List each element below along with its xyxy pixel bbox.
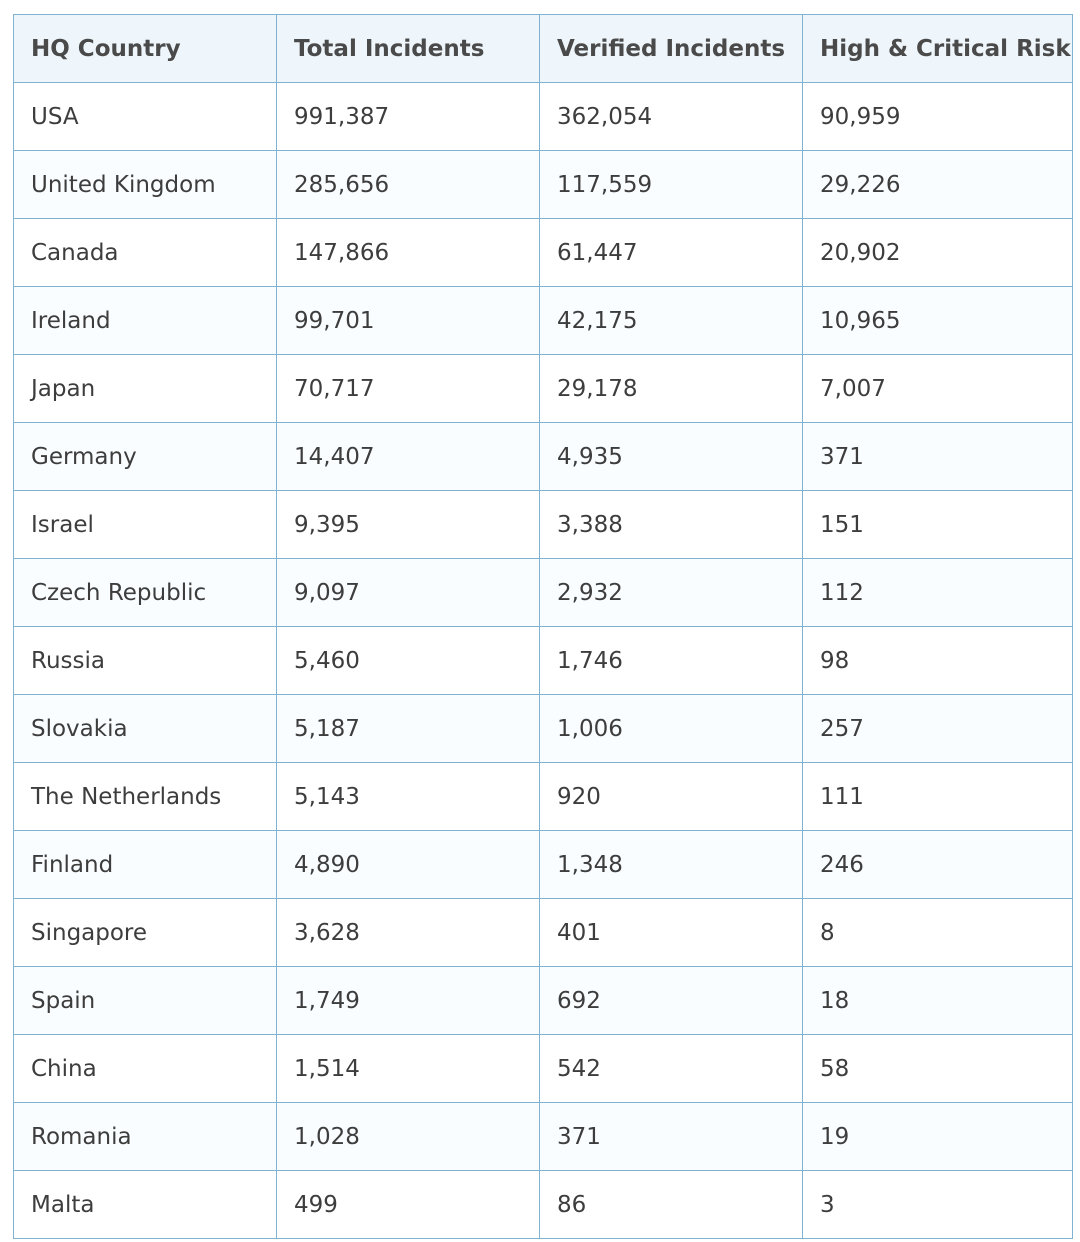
column-header-high-critical-risk: High & Critical Risk: [803, 15, 1073, 83]
cell-verified-incidents: 542: [540, 1035, 803, 1103]
cell-hq-country: Czech Republic: [14, 559, 277, 627]
cell-verified-incidents: 1,348: [540, 831, 803, 899]
cell-high-critical-risk: 98: [803, 627, 1073, 695]
cell-total-incidents: 4,890: [277, 831, 540, 899]
cell-hq-country: Romania: [14, 1103, 277, 1171]
table-row: [14, 83, 1073, 151]
cell-verified-incidents: 42,175: [540, 287, 803, 355]
cell-total-incidents: 1,028: [277, 1103, 540, 1171]
cell-hq-country: Malta: [14, 1171, 277, 1239]
table-header-row: [14, 15, 1073, 83]
cell-hq-country: China: [14, 1035, 277, 1103]
cell-total-incidents: 9,097: [277, 559, 540, 627]
table-row: [14, 899, 1073, 967]
cell-hq-country: Israel: [14, 491, 277, 559]
cell-high-critical-risk: 20,902: [803, 219, 1073, 287]
incidents-by-country-table: [13, 14, 1073, 1239]
column-header-verified-incidents: Verified Incidents: [540, 15, 803, 83]
cell-verified-incidents: 2,932: [540, 559, 803, 627]
cell-high-critical-risk: 246: [803, 831, 1073, 899]
cell-hq-country: USA: [14, 83, 277, 151]
cell-verified-incidents: 692: [540, 967, 803, 1035]
column-header-total-incidents: Total Incidents: [277, 15, 540, 83]
cell-total-incidents: 5,187: [277, 695, 540, 763]
cell-hq-country: Singapore: [14, 899, 277, 967]
cell-verified-incidents: 117,559: [540, 151, 803, 219]
table-row: [14, 1035, 1073, 1103]
cell-high-critical-risk: 19: [803, 1103, 1073, 1171]
table-row: [14, 355, 1073, 423]
cell-verified-incidents: 61,447: [540, 219, 803, 287]
cell-total-incidents: 1,514: [277, 1035, 540, 1103]
cell-high-critical-risk: 257: [803, 695, 1073, 763]
table-row: [14, 219, 1073, 287]
cell-hq-country: Germany: [14, 423, 277, 491]
cell-total-incidents: 70,717: [277, 355, 540, 423]
cell-total-incidents: 99,701: [277, 287, 540, 355]
cell-high-critical-risk: 58: [803, 1035, 1073, 1103]
cell-hq-country: Finland: [14, 831, 277, 899]
cell-total-incidents: 499: [277, 1171, 540, 1239]
cell-total-incidents: 285,656: [277, 151, 540, 219]
cell-verified-incidents: 362,054: [540, 83, 803, 151]
cell-verified-incidents: 1,006: [540, 695, 803, 763]
cell-high-critical-risk: 29,226: [803, 151, 1073, 219]
cell-high-critical-risk: 151: [803, 491, 1073, 559]
table-body: [14, 83, 1073, 1239]
cell-hq-country: The Netherlands: [14, 763, 277, 831]
cell-high-critical-risk: 371: [803, 423, 1073, 491]
cell-verified-incidents: 4,935: [540, 423, 803, 491]
cell-verified-incidents: 371: [540, 1103, 803, 1171]
cell-verified-incidents: 86: [540, 1171, 803, 1239]
cell-hq-country: Japan: [14, 355, 277, 423]
table-row: [14, 1103, 1073, 1171]
table-row: [14, 151, 1073, 219]
cell-hq-country: Canada: [14, 219, 277, 287]
table-row: [14, 967, 1073, 1035]
table-row: [14, 831, 1073, 899]
cell-verified-incidents: 3,388: [540, 491, 803, 559]
cell-total-incidents: 147,866: [277, 219, 540, 287]
cell-hq-country: Spain: [14, 967, 277, 1035]
table-row: [14, 423, 1073, 491]
cell-verified-incidents: 29,178: [540, 355, 803, 423]
cell-total-incidents: 1,749: [277, 967, 540, 1035]
cell-total-incidents: 3,628: [277, 899, 540, 967]
incidents-table-container: [13, 14, 1072, 1239]
cell-high-critical-risk: 8: [803, 899, 1073, 967]
table-row: [14, 627, 1073, 695]
table-row: [14, 763, 1073, 831]
table-row: [14, 1171, 1073, 1239]
cell-high-critical-risk: 112: [803, 559, 1073, 627]
cell-high-critical-risk: 10,965: [803, 287, 1073, 355]
cell-high-critical-risk: 18: [803, 967, 1073, 1035]
cell-total-incidents: 5,460: [277, 627, 540, 695]
cell-total-incidents: 9,395: [277, 491, 540, 559]
cell-verified-incidents: 920: [540, 763, 803, 831]
cell-verified-incidents: 1,746: [540, 627, 803, 695]
cell-total-incidents: 991,387: [277, 83, 540, 151]
table-row: [14, 287, 1073, 355]
cell-high-critical-risk: 3: [803, 1171, 1073, 1239]
cell-high-critical-risk: 90,959: [803, 83, 1073, 151]
cell-high-critical-risk: 7,007: [803, 355, 1073, 423]
cell-hq-country: Russia: [14, 627, 277, 695]
cell-verified-incidents: 401: [540, 899, 803, 967]
cell-hq-country: Ireland: [14, 287, 277, 355]
cell-total-incidents: 5,143: [277, 763, 540, 831]
column-header-hq-country: HQ Country: [14, 15, 277, 83]
table-row: [14, 559, 1073, 627]
table-row: [14, 695, 1073, 763]
cell-total-incidents: 14,407: [277, 423, 540, 491]
table-row: [14, 491, 1073, 559]
cell-high-critical-risk: 111: [803, 763, 1073, 831]
cell-hq-country: Slovakia: [14, 695, 277, 763]
cell-hq-country: United Kingdom: [14, 151, 277, 219]
